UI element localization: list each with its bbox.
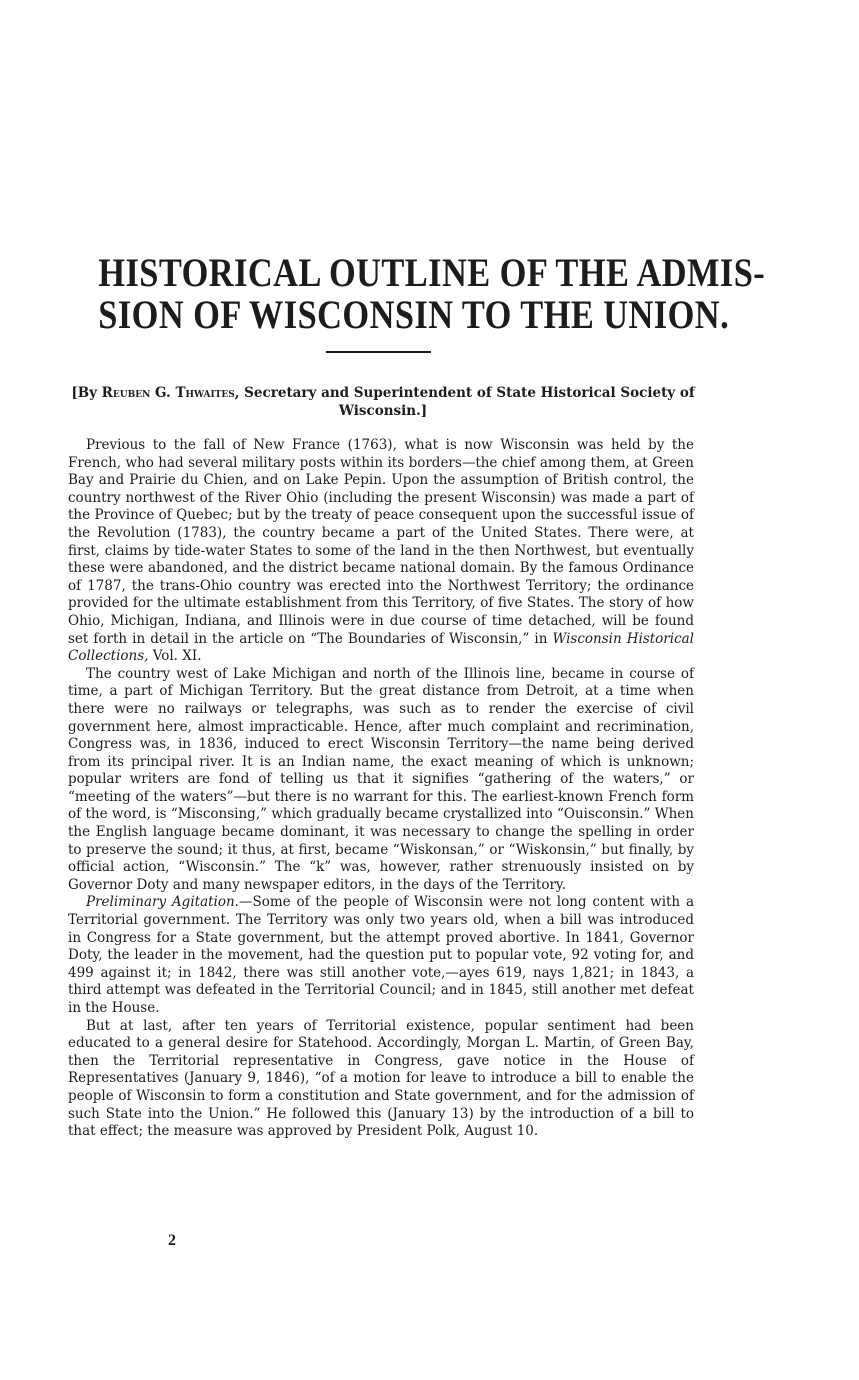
paragraph-1-italic-reference: Wisconsin Historical Collections, bbox=[68, 630, 694, 665]
paragraph-2: The country west of Lake Michigan and north of the Illinois line, became in course of time, a part of Michigan Territory. But the great distance from Detroit, at a time when there were no railways or telegraphs, was such as to render the exercise of civil government here, almost impracticable. Hence, after much complaint and recrimination, Congress was, in 1836, induced to erect Wisconsin Territory—the name being derived from its principal river. It is an Indian name, the exact meaning of which is unknown; popular writers are fond of telling us that it signifies “gathering of the waters,” or “meeting of the waters”—but there is no warrant for this. The earliest-known French form of the word, is “Misconsing,” which gradually became crystallized into “Ouisconsin.” When the English language became dominant, it was necessary to change the spelling in order to preserve the sound; it thus, at first, became “Wiskonsan,” or “Wiskonsin,” but finally, by official action, “Wisconsin.” The “k” was, however, rather strenuously insisted on by Governor Doty and many newspaper editors, in the days of the Territory. bbox=[68, 665, 694, 893]
paragraph-3-body: —Some of the people of Wisconsin were not long content with a Territorial government. The Territory was only two years old, when a bill was introduced in Congress for a State government, but the attempt proved abortive. In 1841, Governor Doty, the leader in the movement, had the question put to popular vote, 92 voting for, and 499 against it; in 1842, there was still another vote,—ayes 619, nays 1,821; in 1843, a third attempt was defeated in the Territorial Council; and in 1845, still another met defeat in the House. bbox=[68, 894, 695, 1016]
author-byline bbox=[58, 384, 708, 420]
section-heading-preliminary-agitation: Preliminary Agitation. bbox=[86, 894, 239, 911]
article-title bbox=[98, 250, 766, 337]
paragraph-4: But at last, after ten years of Territorial existence, popular sentiment had been educated to a general desire for Statehood. Accordingly, Morgan L. Martin, of Green Bay, then the Territorial representative in Congress, gave notice in the House of Representatives (January 9, 1846), “of a motion for leave to introduce a bill to enable the people of Wisconsin to form a constitution and State government, and for the admission of such State into the Union.” He followed this (January 13) by the introduction of a bill to that effect; the measure was approved by President Polk, August 10. bbox=[68, 1017, 694, 1140]
page-number: 2 bbox=[168, 1232, 176, 1249]
byline-author: Reuben G. Thwaites bbox=[101, 385, 235, 401]
title-line-2: SION OF WISCONSIN TO THE UNION. bbox=[98, 292, 730, 337]
byline-role: , Secretary and Superintendent of State Historical Society of Wisconsin.] bbox=[234, 385, 695, 419]
paragraph-3 bbox=[68, 894, 694, 1017]
article-body bbox=[68, 437, 694, 1141]
byline-open: [By bbox=[71, 385, 102, 401]
paragraph-1-end: Vol. XI. bbox=[148, 648, 202, 665]
paragraph-1-main: Previous to the fall of New France (1763), what is now Wisconsin was held by the French, who had several military posts within its borders—the chief among them, at Green Bay and Prairie du Chien, and on Lake Pepin. Upon the assumption of British control, the country northwest of the River Ohio (including the present Wisconsin) was made a part of the Province of Quebec; but by the treaty of peace consequent upon the successful issue of the Revolution (1783), the country became a part of the United States. There were, at first, claims by tide-water States to some of the land in the then Northwest, but eventually these were abandoned, and the district became national domain. By the famous Ordinance of 1787, the trans-Ohio country was erected into the Northwest Territory; the ordinance provided for the ultimate establishment from this Territory, of five States. The story of how Ohio, Michigan, Indiana, and Illinois were in due course of time detached, will be found set forth in detail in the article on “The Boundaries of Wisconsin,” in bbox=[68, 437, 694, 647]
title-line-1: HISTORICAL OUTLINE OF THE ADMIS- bbox=[98, 250, 766, 295]
paragraph-1 bbox=[68, 437, 694, 666]
title-divider bbox=[326, 351, 431, 353]
